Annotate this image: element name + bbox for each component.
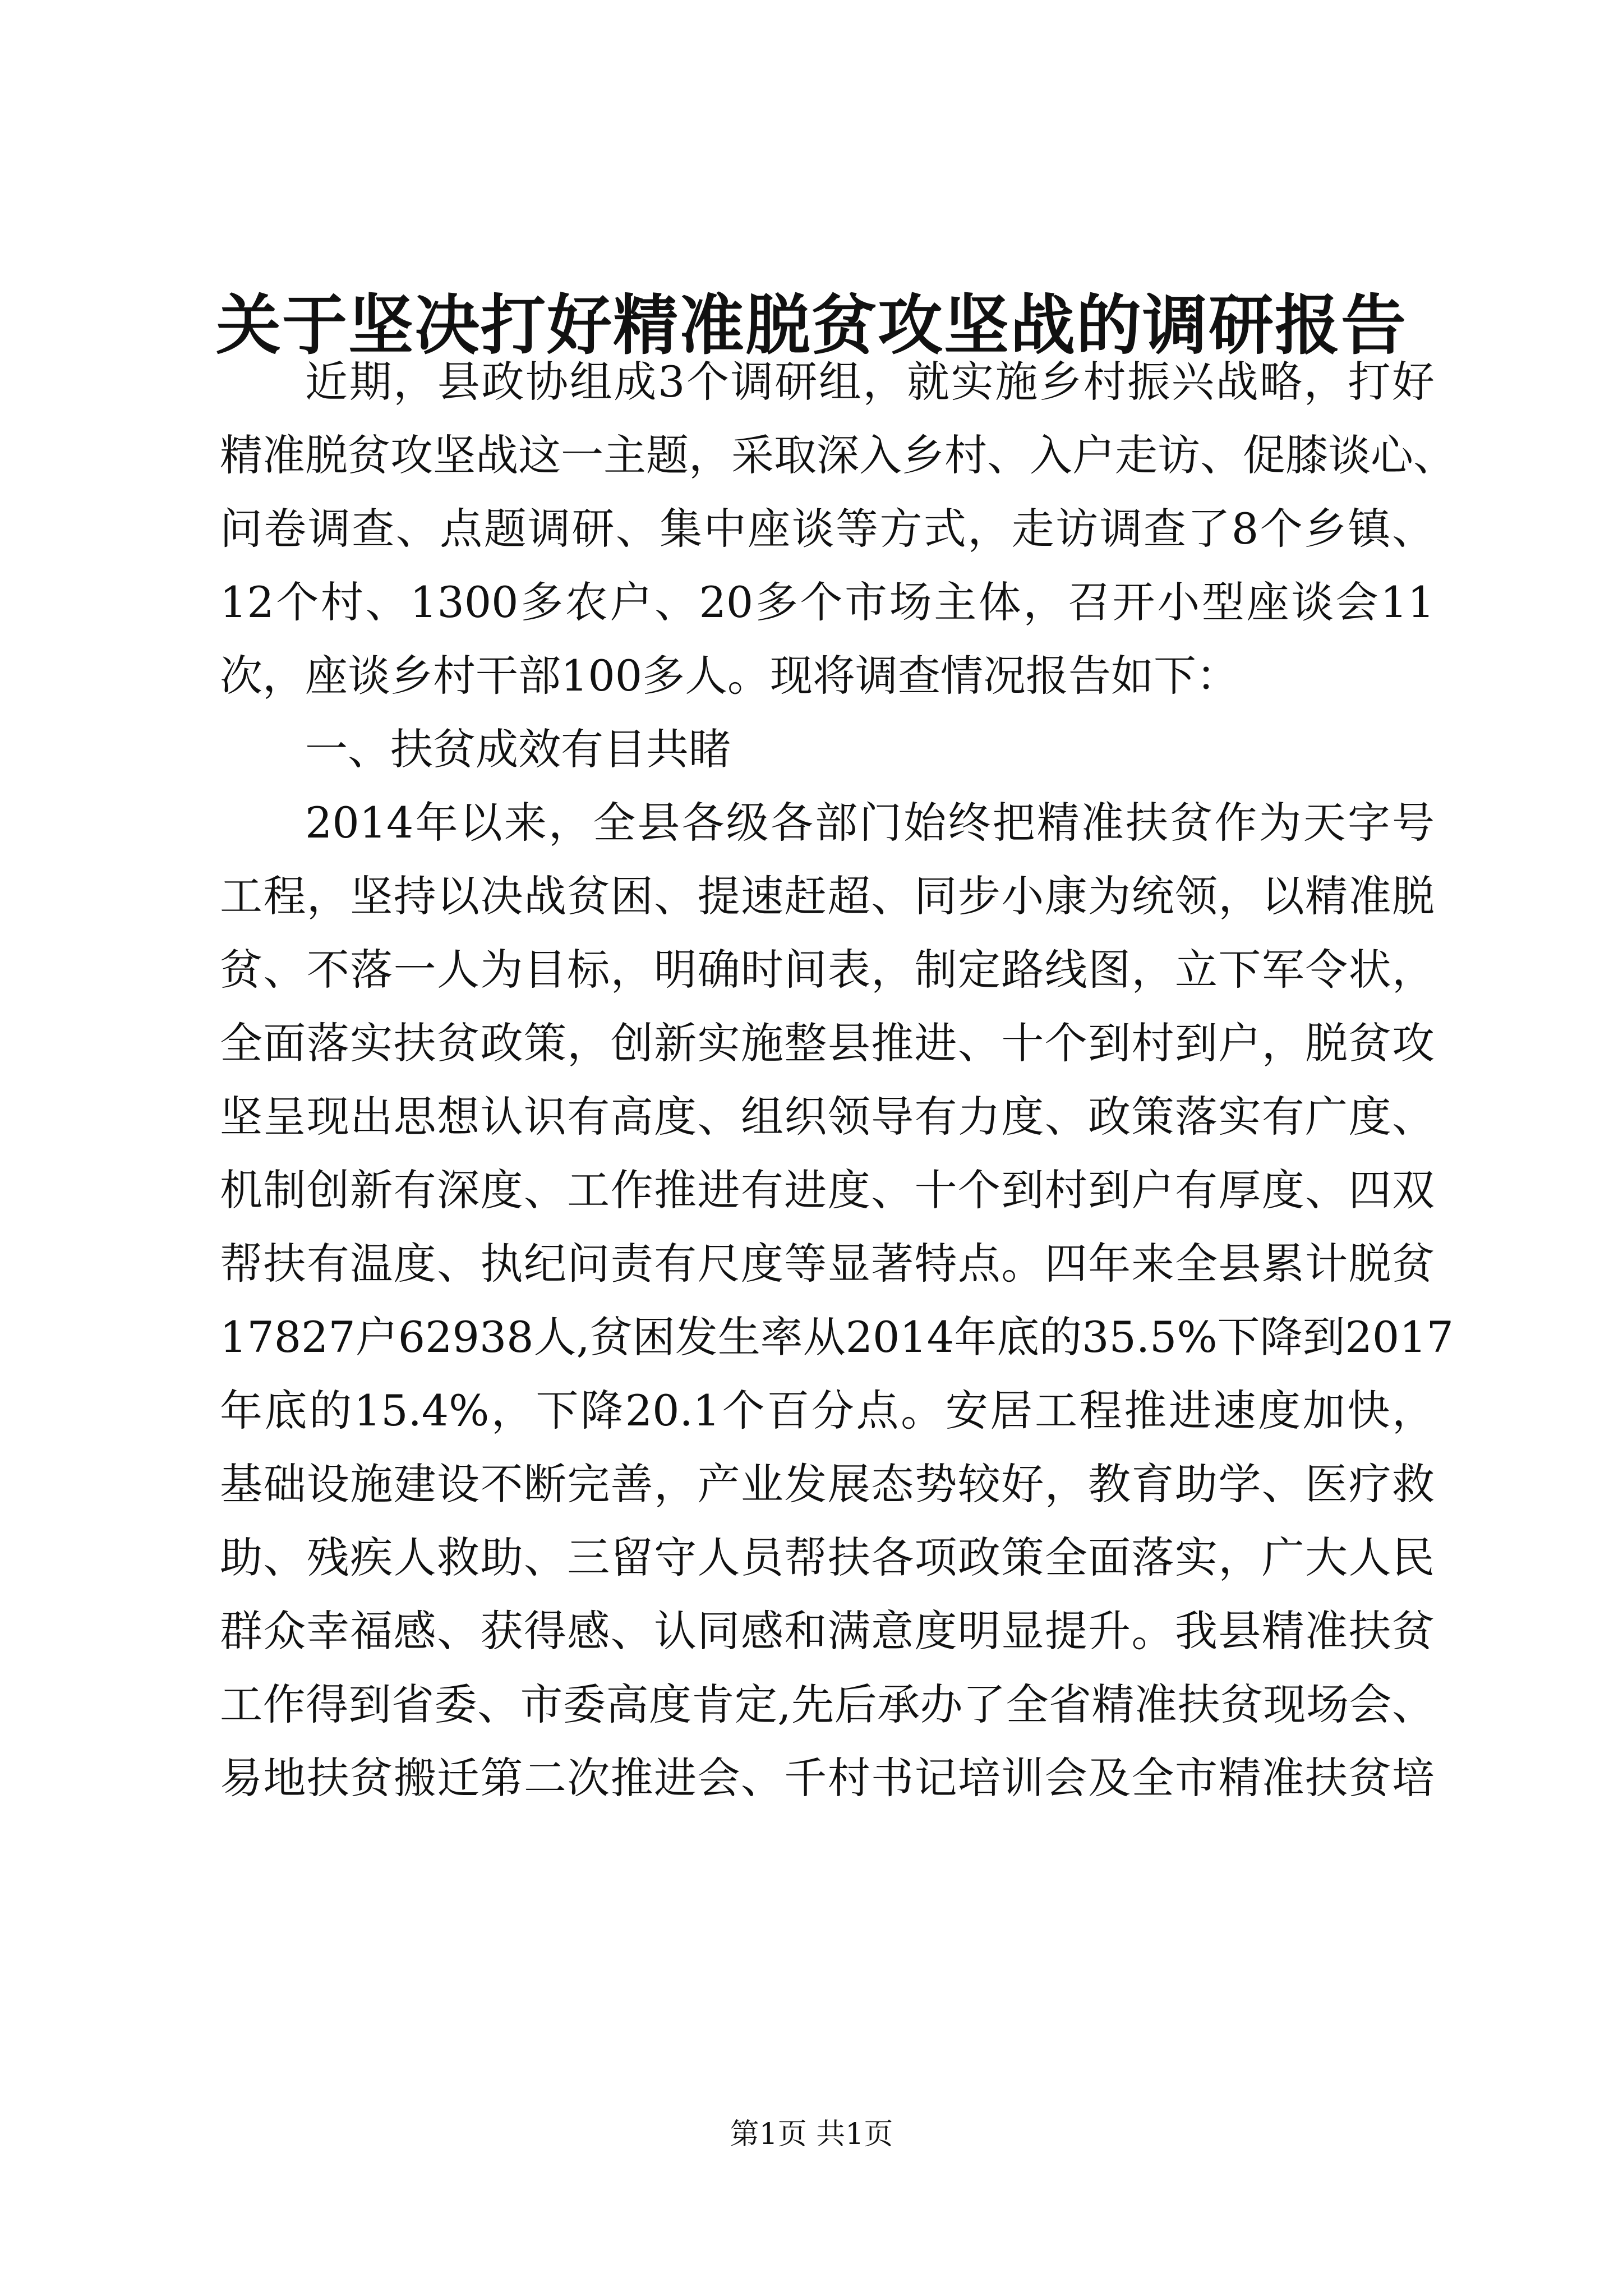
paragraph-line: 17827户62938人,贫困发生率从2014年底的35.5%下降到2017 — [220, 1312, 1454, 1362]
paragraph-line: 次，座谈乡村干部100多人。现将调查情况报告如下： — [220, 651, 1239, 701]
paragraph-line: 助、残疾人救助、三留守人员帮扶各项政策全面落实，广大人民 — [220, 1533, 1435, 1582]
paragraph-line: 机制创新有深度、工作推进有进度、十个到村到户有厚度、四双 — [220, 1165, 1435, 1215]
paragraph-line: 精准脱贫攻坚战这一主题，采取深入乡村、入户走访、促膝谈心、 — [220, 430, 1456, 480]
paragraph-line: 基础设施建设不断完善，产业发展态势较好，教育助学、医疗救 — [220, 1459, 1435, 1509]
paragraph-line: 近期，县政协组成3个调研组，就实施乡村振兴战略，打好 — [305, 357, 1435, 407]
paragraph-line: 坚呈现出思想认识有高度、组织领导有力度、政策落实有广度、 — [220, 1092, 1435, 1142]
paragraph-line: 问卷调查、点题调研、集中座谈等方式，走访调查了8个乡镇、 — [220, 504, 1435, 554]
paragraph-line: 年底的15.4%，下降20.1个百分点。安居工程推进速度加快， — [220, 1386, 1435, 1435]
paragraph-line: 帮扶有温度、执纪问责有尺度等显著特点。四年来全县累计脱贫 — [220, 1239, 1435, 1289]
paragraph-line: 贫、不落一人为目标，明确时间表，制定路线图，立下军令状， — [220, 945, 1435, 995]
paragraph-line: 2014年以来，全县各级各部门始终把精准扶贫作为天字号 — [305, 798, 1435, 848]
paragraph-line: 群众幸福感、获得感、认同感和满意度明显提升。我县精准扶贫 — [220, 1606, 1435, 1656]
document-body — [220, 345, 1456, 1815]
paragraph-line: 工作得到省委、市委高度肯定,先后承办了全省精准扶贫现场会、 — [220, 1680, 1435, 1729]
paragraph-line: 工程，坚持以决战贫困、提速赶超、同步小康为统领，以精准脱 — [220, 871, 1435, 921]
paragraph-line: 易地扶贫搬迁第二次推进会、千村书记培训会及全市精准扶贫培 — [220, 1753, 1435, 1803]
paragraph-line: 全面落实扶贫政策，创新实施整县推进、十个到村到户，脱贫攻 — [220, 1018, 1435, 1068]
page-footer: 第1页 共1页 — [730, 2118, 893, 2151]
section-heading: 一、扶贫成效有目共睹 — [305, 724, 731, 774]
document-title: 关于坚决打好精准脱贫攻坚战的调研报告 — [216, 287, 1407, 364]
paragraph-line: 12个村、1300多农户、20多个市场主体，召开小型座谈会11 — [220, 577, 1435, 627]
